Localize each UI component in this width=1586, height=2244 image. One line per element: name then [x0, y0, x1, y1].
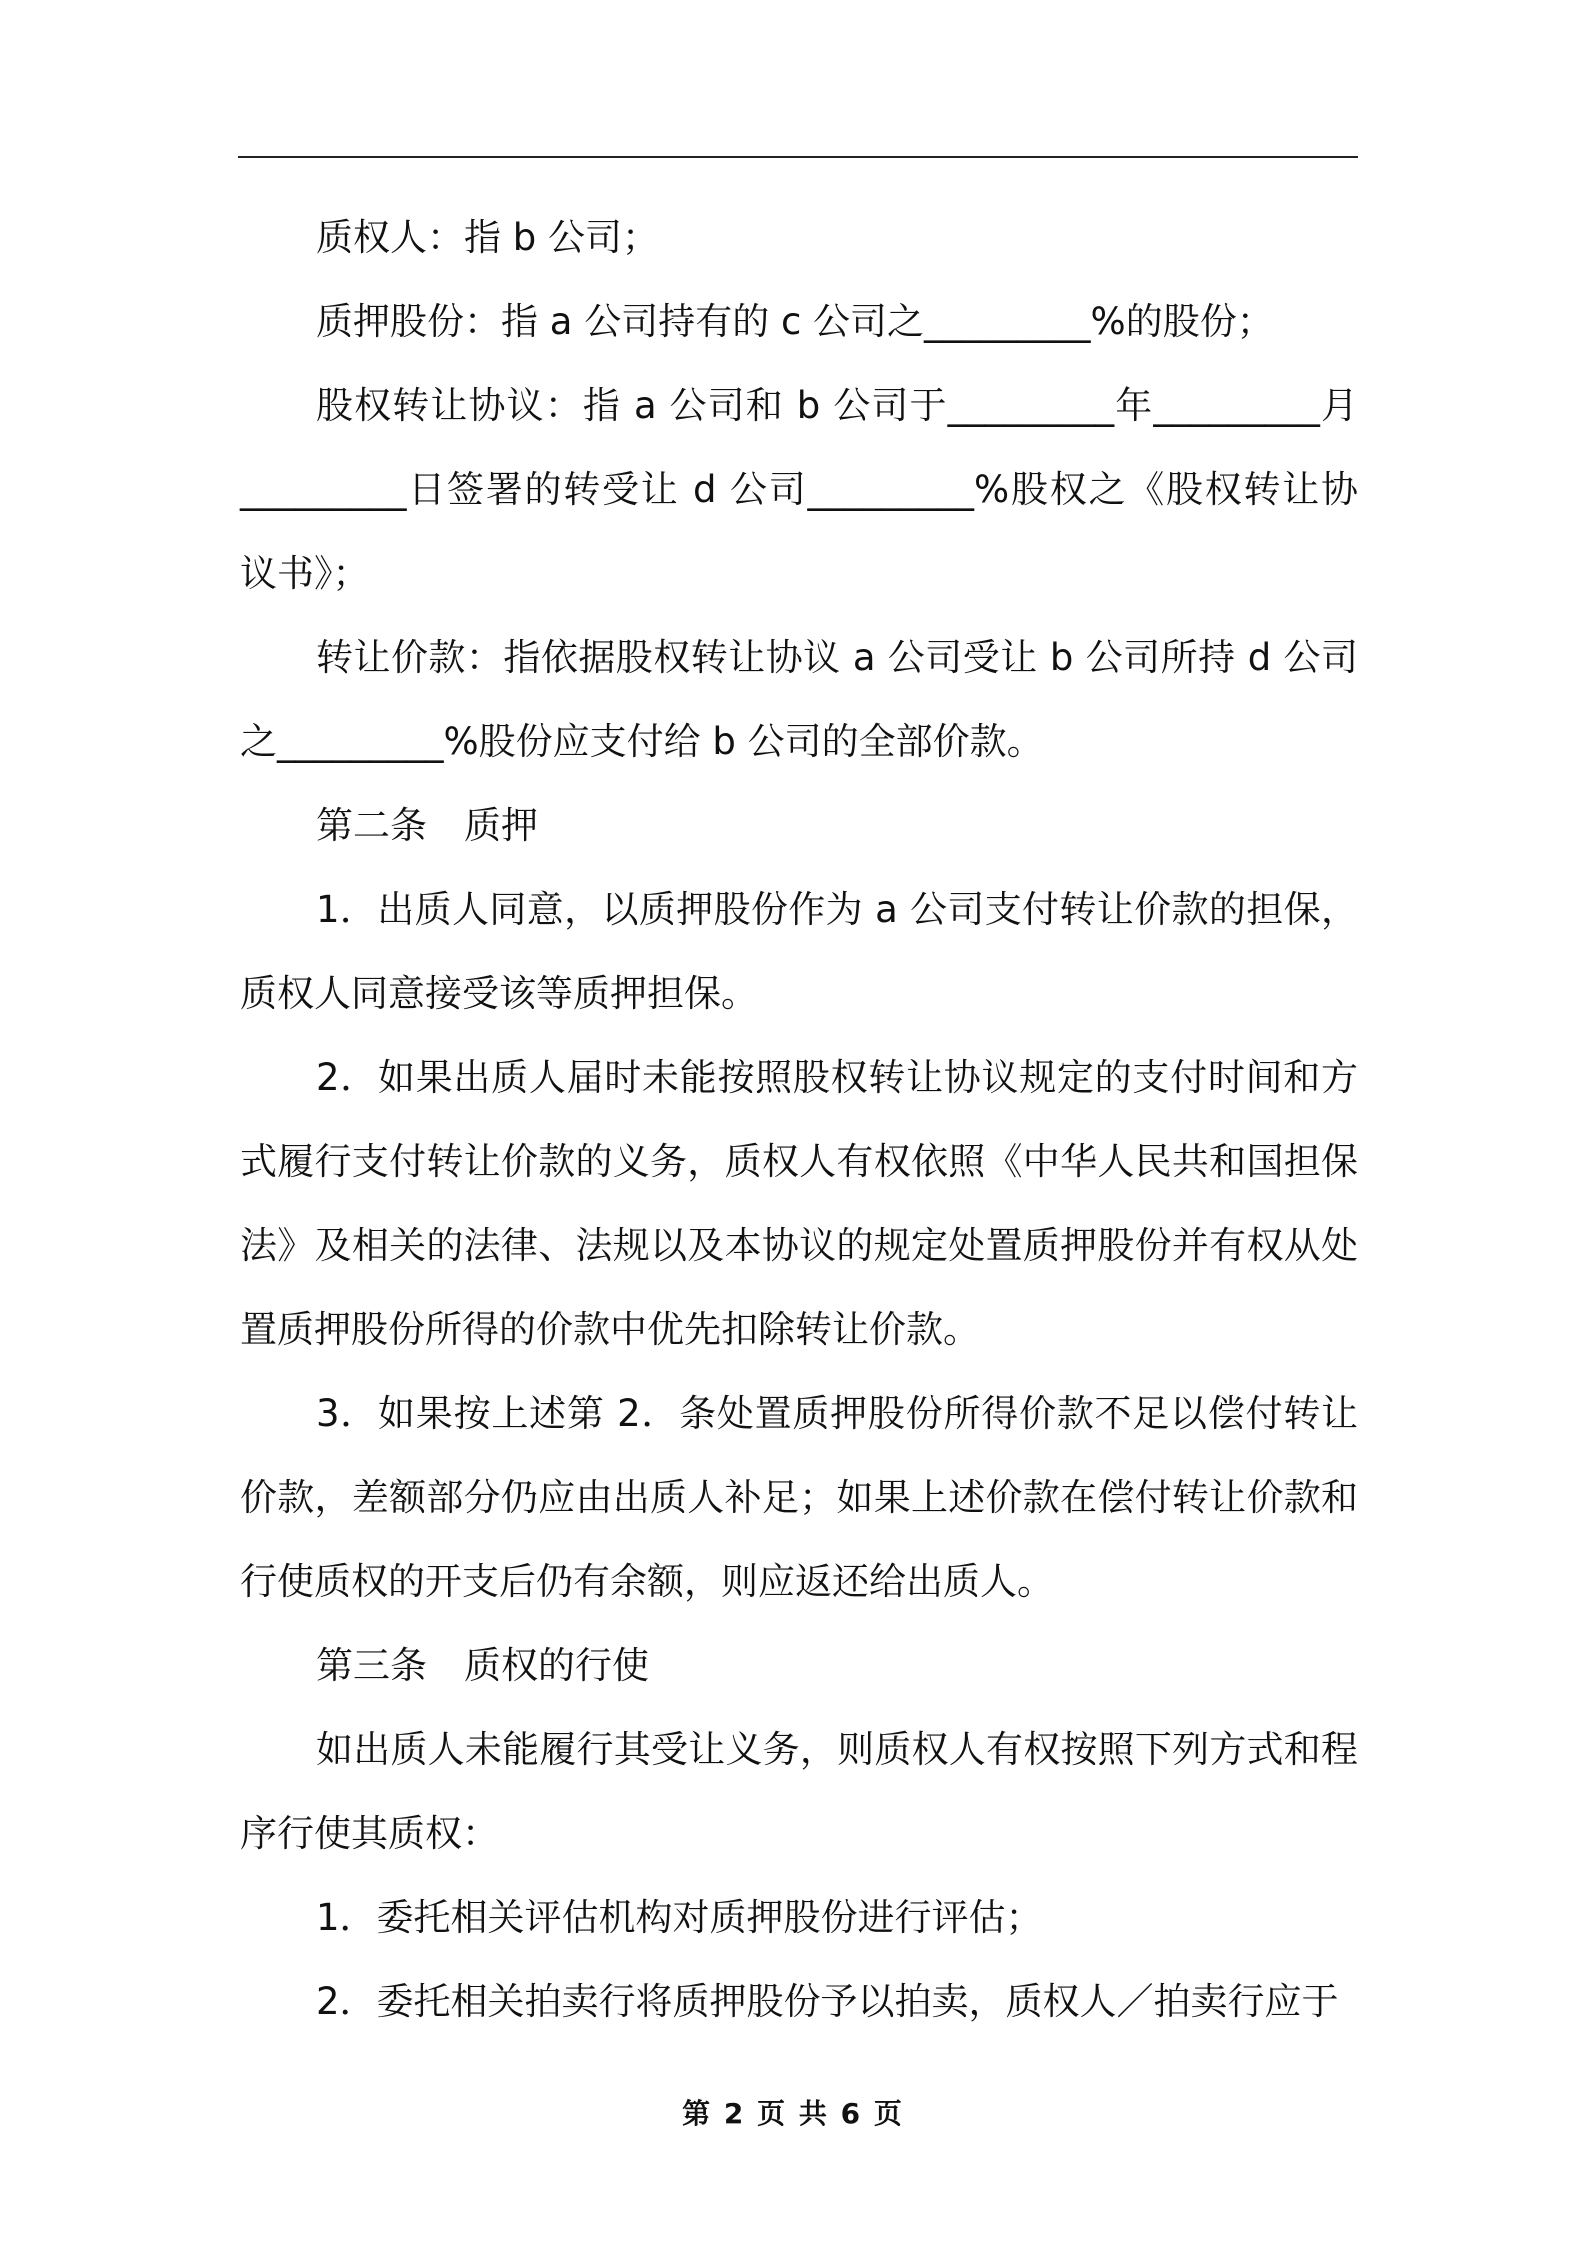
article-3-clause-1: 1．委托相关评估机构对质押股份进行评估； — [316, 1896, 1043, 1939]
article-2-clause-2: 2．如果出质人届时未能按照股权转让协议规定的支付时间和方式履行支付转让价款的义务，质权人有权依照《中华人民共和国担保法》及相关的法律、法规以及本协议的规定处置质押股份并有权从处置质押股份所得的价款中优先扣除转让价款。 — [240, 1056, 1358, 1351]
article-3-intro: 如出质人未能履行其受让义务，则质权人有权按照下列方式和程序行使其质权： — [240, 1728, 1358, 1855]
document-body — [240, 196, 1358, 2044]
article-2-clause-3: 3．如果按上述第 2．条处置质押股份所得价款不足以偿付转让价款，差额部分仍应由出质人补足；如果上述价款在偿付转让价款和行使质权的开支后仍有余额，则应返还给出质人。 — [240, 1392, 1358, 1603]
article-3-clause-2: 2．委托相关拍卖行将质押股份予以拍卖，质权人／拍卖行应于 — [316, 1980, 1339, 2023]
header-rule — [238, 156, 1358, 158]
definition-equity-transfer-agreement: 股权转让协议：指 a 公司和 b 公司于_________年_________月_________日签署的转受让 d 公司_________%股权之《股权转让协议书》； — [240, 384, 1358, 595]
page-number-footer: 第 2 页 共 6 页 — [682, 2097, 904, 2130]
article-3-heading: 第三条 质权的行使 — [316, 1644, 649, 1687]
article-2-clause-1: 1．出质人同意，以质押股份作为 a 公司支付转让价款的担保，质权人同意接受该等质押担保。 — [240, 888, 1358, 1015]
definition-transfer-price: 转让价款：指依据股权转让协议 a 公司受让 b 公司所持 d 公司之_________%股份应支付给 b 公司的全部价款。 — [240, 636, 1358, 763]
article-2-heading: 第二条 质押 — [316, 804, 538, 847]
definition-pledgee: 质权人：指 b 公司； — [316, 216, 660, 259]
definition-pledged-shares: 质押股份：指 a 公司持有的 c 公司之_________%的股份； — [316, 300, 1274, 343]
